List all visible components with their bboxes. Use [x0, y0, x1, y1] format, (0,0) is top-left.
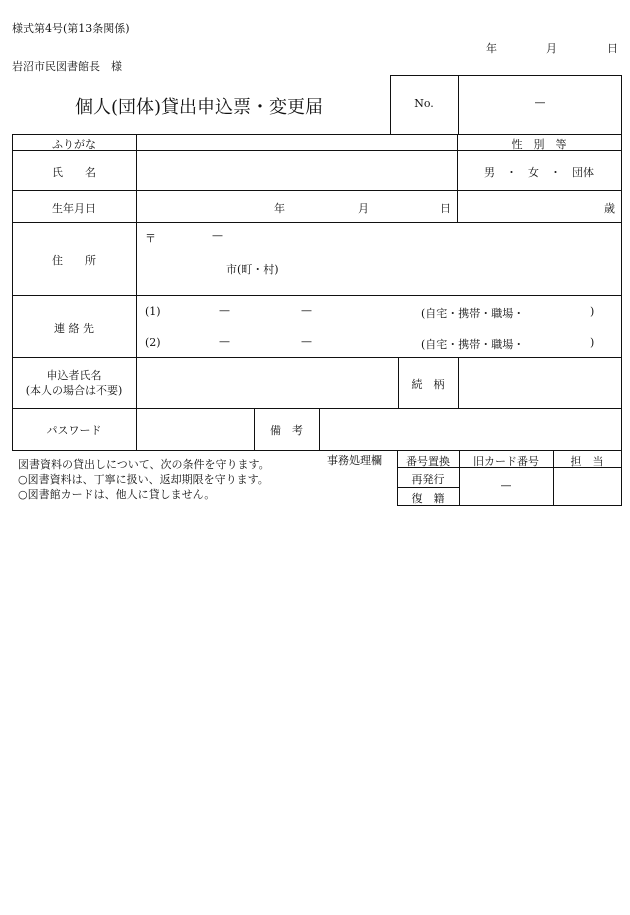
birth-year-label: 年	[274, 202, 285, 215]
contact1-close: )	[590, 305, 595, 318]
contact1-type: (自宅・携帯・職場・	[421, 307, 525, 320]
birth-month-label: 月	[358, 202, 369, 215]
relation-label: 続 柄	[411, 378, 445, 391]
old-card-dash: —	[500, 479, 512, 492]
birthdate-label: 生年月日	[52, 202, 96, 215]
old-card-label: 旧カード番号	[473, 455, 539, 468]
name-field[interactable]	[137, 151, 457, 190]
form-title: 個人(団体)貸出申込票・変更届	[75, 97, 324, 118]
remarks-label: 備 考	[270, 424, 303, 437]
date-day-label: 日	[607, 42, 618, 55]
no-label: No.	[414, 97, 434, 110]
applicant-label-line1: 申込者氏名	[46, 369, 102, 382]
applicant-label-line2: (本人の場合は不要)	[25, 384, 123, 397]
remarks-field[interactable]	[320, 409, 621, 450]
birth-day-label: 日	[440, 202, 451, 215]
city-label: 市(町・村)	[226, 263, 279, 276]
relation-field[interactable]	[459, 358, 621, 408]
password-field[interactable]	[137, 409, 254, 450]
gender-options[interactable]: 男 ・ 女 ・ 団体	[484, 166, 594, 179]
contact-field-1[interactable]	[137, 296, 621, 326]
name-label: 氏 名	[52, 166, 96, 179]
condition-intro: 図書資料の貸出しについて、次の条件を守ります。	[18, 458, 270, 471]
postal-mark: 〒	[145, 232, 156, 245]
contact-field-2[interactable]	[137, 327, 621, 357]
address-field[interactable]	[137, 223, 621, 295]
no-value: —	[534, 96, 546, 109]
postal-dash: —	[212, 229, 223, 242]
furigana-label: ふりがな	[52, 138, 96, 151]
contact2-index: (2)	[145, 336, 161, 349]
staff-field[interactable]	[554, 468, 621, 505]
date-year-label: 年	[486, 42, 497, 55]
form-number: 様式第4号(第13条関係)	[12, 22, 130, 35]
condition-item-1: ○図書資料は、丁寧に扱い、返却期限を守ります。	[18, 473, 269, 486]
contact2-dash-b: —	[301, 335, 312, 348]
addressee: 岩沼市民図書館長 様	[12, 60, 122, 73]
office-label: 事務処理欄	[327, 454, 382, 467]
reinstate-label: 復 籍	[411, 492, 445, 505]
password-label: パスワード	[46, 424, 102, 437]
contact2-close: )	[590, 336, 595, 349]
furigana-field[interactable]	[137, 135, 457, 150]
contact1-index: (1)	[145, 305, 161, 318]
address-label: 住 所	[52, 254, 96, 267]
gender-header: 性 別 等	[511, 138, 567, 151]
age-suffix: 歳	[604, 202, 615, 215]
contact1-dash-a: —	[219, 304, 230, 317]
applicant-field[interactable]	[137, 358, 398, 408]
number-replace-label: 番号置換	[406, 455, 450, 468]
contact-label: 連 絡 先	[54, 322, 94, 335]
condition-item-2: ○図書館カードは、他人に貸しません。	[18, 488, 216, 501]
birthdate-field[interactable]	[137, 191, 457, 222]
reissue-label: 再発行	[411, 473, 445, 486]
staff-label: 担 当	[570, 455, 604, 468]
contact2-dash-a: —	[219, 335, 230, 348]
contact1-dash-b: —	[301, 304, 312, 317]
contact2-type: (自宅・携帯・職場・	[421, 338, 525, 351]
date-month-label: 月	[546, 42, 557, 55]
